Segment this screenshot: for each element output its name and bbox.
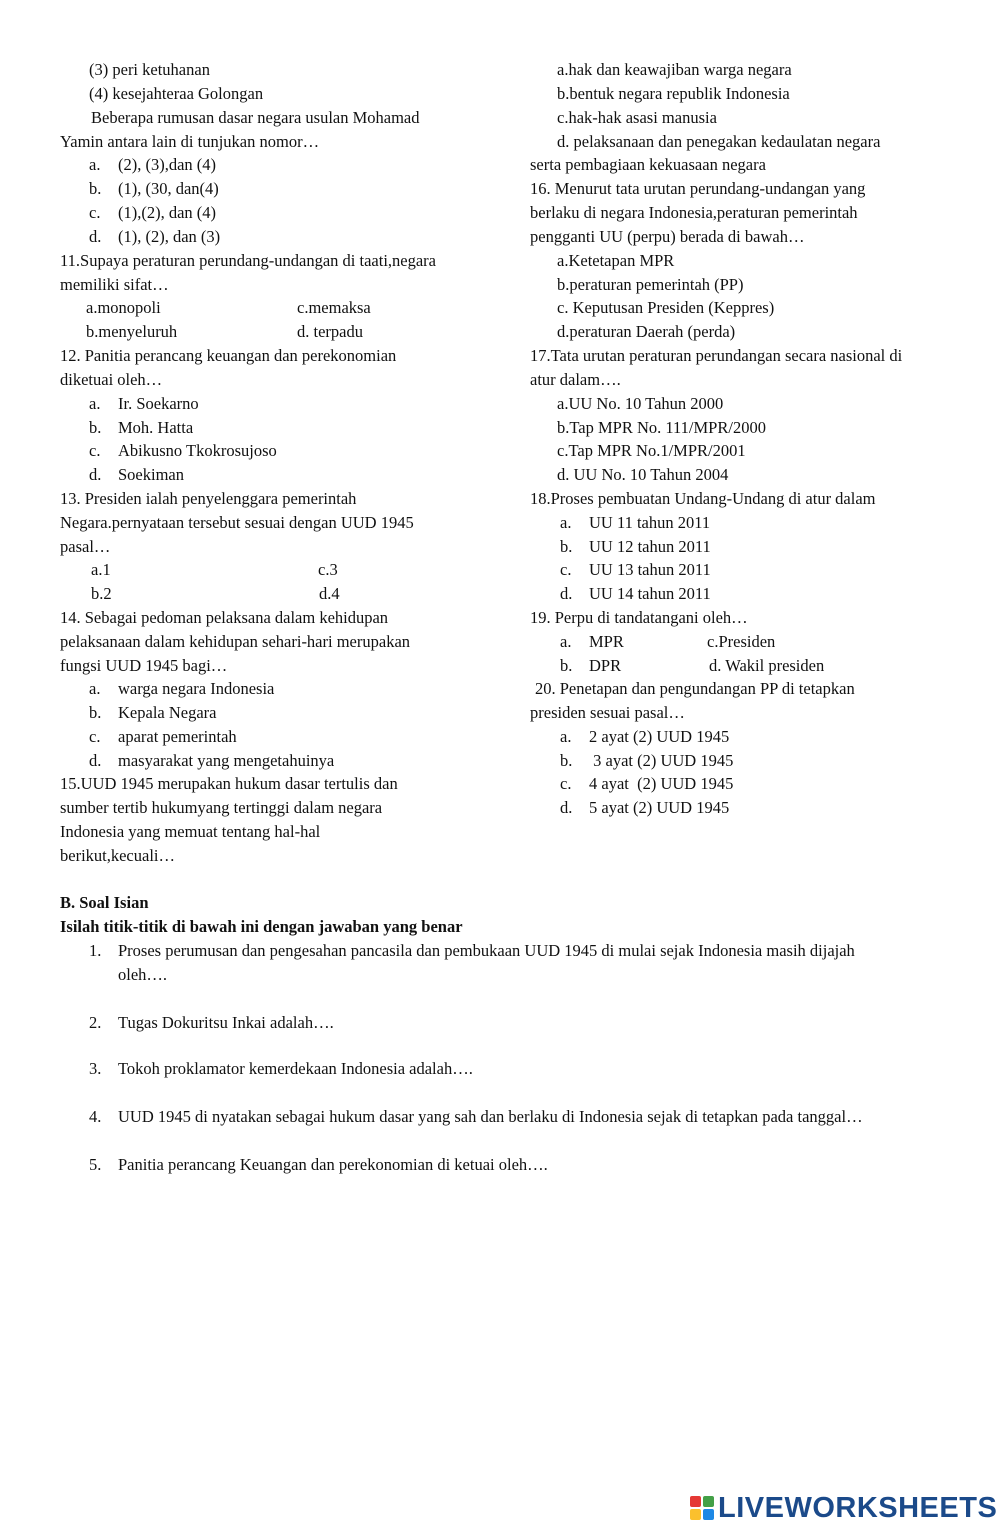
- q15-answer-d-line2: serta pembagiaan kekuasaan negara: [530, 155, 766, 174]
- q20-answer-c: 4 ayat (2) UUD 1945: [589, 774, 734, 793]
- q15-question-line3: Indonesia yang memuat tentang hal-hal: [60, 822, 321, 841]
- liveworksheets-logo-icon: [690, 1496, 714, 1520]
- fill-item-text-line2: oleh….: [118, 965, 168, 984]
- q19-b-letter: b.: [560, 656, 573, 675]
- logo-text: LIVEWORKSHEETS: [718, 1491, 998, 1524]
- q18-b-letter: b.: [560, 537, 573, 556]
- q15-answer-a: a.hak dan keawajiban warga negara: [557, 60, 792, 79]
- fill-item-text: UUD 1945 di nyatakan sebagai hukum dasar yang sah dan berlaku di Indonesia sejak di tetapkan pada tanggal…: [118, 1107, 863, 1126]
- q20-d-letter: d.: [560, 798, 573, 817]
- q16-answer-b: b.peraturan pemerintah (PP): [557, 275, 744, 294]
- q10-b-letter: b.: [89, 179, 102, 198]
- q18-answer-b: UU 12 tahun 2011: [589, 537, 711, 556]
- fill-item-number: 1.: [89, 941, 102, 960]
- q19-question: 19. Perpu di tandatangani oleh…: [530, 608, 748, 627]
- q14-answer-d: masyarakat yang mengetahuinya: [118, 751, 335, 770]
- q20-b-letter: b.: [560, 751, 573, 770]
- q10-option-3: (3) peri ketuhanan: [89, 60, 210, 79]
- q12-a-letter: a.: [89, 394, 101, 413]
- q12-answer-a: Ir. Soekarno: [118, 394, 199, 413]
- q15-question-line2: sumber tertib hukumyang tertinggi dalam negara: [60, 798, 383, 817]
- logo-square-red: [690, 1496, 701, 1507]
- q16-answer-c: c. Keputusan Presiden (Keppres): [557, 298, 775, 317]
- q16-answer-a: a.Ketetapan MPR: [557, 251, 675, 270]
- q15-answer-b: b.bentuk negara republik Indonesia: [557, 84, 790, 103]
- q14-answer-b: Kepala Negara: [118, 703, 217, 722]
- q18-answer-c: UU 13 tahun 2011: [589, 560, 711, 579]
- q19-answer-d: d. Wakil presiden: [709, 656, 825, 675]
- q10-question-line1: Beberapa rumusan dasar negara usulan Mohamad: [91, 108, 420, 127]
- q12-answer-b: Moh. Hatta: [118, 418, 194, 437]
- q16-question-line3: pengganti UU (perpu) berada di bawah…: [530, 227, 805, 246]
- q17-answer-b: b.Tap MPR No. 111/MPR/2000: [557, 418, 766, 437]
- q11-answer-c: c.memaksa: [297, 298, 371, 317]
- q14-b-letter: b.: [89, 703, 102, 722]
- q18-answer-d: UU 14 tahun 2011: [589, 584, 711, 603]
- q10-question-line2: Yamin antara lain di tunjukan nomor…: [60, 132, 320, 151]
- q20-answer-d: 5 ayat (2) UUD 1945: [589, 798, 730, 817]
- q14-c-letter: c.: [89, 727, 101, 746]
- q13-answer-b: b.2: [91, 584, 112, 603]
- q18-answer-a: UU 11 tahun 2011: [589, 513, 711, 532]
- fill-item-text: Proses perumusan dan pengesahan pancasila dan pembukaan UUD 1945 di mulai sejak Indonesia masih dijajah: [118, 941, 855, 960]
- q11-question-line1: 11.Supaya peraturan perundang-undangan di taati,negara: [60, 251, 436, 270]
- fill-item-number: 2.: [89, 1013, 102, 1032]
- q20-c-letter: c.: [560, 774, 572, 793]
- q14-d-letter: d.: [89, 751, 102, 770]
- q15-answer-c: c.hak-hak asasi manusia: [557, 108, 717, 127]
- logo-square-yellow: [690, 1509, 701, 1520]
- fill-item-number: 5.: [89, 1155, 102, 1174]
- q19-answer-a: MPR: [589, 632, 624, 651]
- q12-answer-d: Soekiman: [118, 465, 184, 484]
- liveworksheets-logo[interactable]: [690, 1490, 997, 1526]
- q14-a-letter: a.: [89, 679, 101, 698]
- q12-question-line2: diketuai oleh…: [60, 370, 163, 389]
- section-b-title: B. Soal Isian: [60, 893, 149, 912]
- q17-answer-a: a.UU No. 10 Tahun 2000: [557, 394, 724, 413]
- q17-question-line1: 17.Tata urutan peraturan perundangan secara nasional di: [530, 346, 903, 365]
- q14-question-line3: fungsi UUD 1945 bagi…: [60, 656, 228, 675]
- q11-answer-b: b.menyeluruh: [86, 322, 178, 341]
- q17-answer-c: c.Tap MPR No.1/MPR/2001: [557, 441, 746, 460]
- q20-answer-a: 2 ayat (2) UUD 1945: [589, 727, 730, 746]
- q10-answer-d: (1), (2), dan (3): [118, 227, 221, 246]
- q18-question: 18.Proses pembuatan Undang-Undang di atur dalam: [530, 489, 876, 508]
- q19-answer-c: c.Presiden: [707, 632, 776, 651]
- q13-question-line1: 13. Presiden ialah penyelenggara pemerintah: [60, 489, 357, 508]
- q10-c-letter: c.: [89, 203, 101, 222]
- q15-question-line1: 15.UUD 1945 merupakan hukum dasar tertulis dan: [60, 774, 398, 793]
- q20-a-letter: a.: [560, 727, 572, 746]
- q11-question-line2: memiliki sifat…: [60, 275, 169, 294]
- fill-item-text: Panitia perancang Keuangan dan perekonomian di ketuai oleh….: [118, 1155, 548, 1174]
- q13-answer-a: a.1: [91, 560, 111, 579]
- q19-a-letter: a.: [560, 632, 572, 651]
- q19-answer-b: DPR: [589, 656, 622, 675]
- q20-question-line2: presiden sesuai pasal…: [530, 703, 685, 722]
- q11-answer-a: a.monopoli: [86, 298, 161, 317]
- q13-question-line3: pasal…: [60, 537, 111, 556]
- q20-answer-b: 3 ayat (2) UUD 1945: [589, 751, 734, 770]
- fill-item-number: 4.: [89, 1107, 102, 1126]
- q17-question-line2: atur dalam….: [530, 370, 621, 389]
- fill-item-number: 3.: [89, 1059, 102, 1078]
- q15-question-line4: berikut,kecuali…: [60, 846, 176, 865]
- q18-a-letter: a.: [560, 513, 572, 532]
- logo-square-green: [703, 1496, 714, 1507]
- fill-item-text: Tokoh proklamator kemerdekaan Indonesia adalah….: [118, 1059, 473, 1078]
- q10-d-letter: d.: [89, 227, 102, 246]
- section-b-instruction: Isilah titik-titik di bawah ini dengan jawaban yang benar: [60, 917, 463, 936]
- q16-question-line2: berlaku di negara Indonesia,peraturan pemerintah: [530, 203, 858, 222]
- q14-answer-c: aparat pemerintah: [118, 727, 237, 746]
- q10-answer-c: (1),(2), dan (4): [118, 203, 217, 222]
- q10-option-4: (4) kesejahteraa Golongan: [89, 84, 264, 103]
- q14-question-line2: pelaksanaan dalam kehidupan sehari-hari merupakan: [60, 632, 411, 651]
- q12-c-letter: c.: [89, 441, 101, 460]
- q13-answer-c: c.3: [318, 560, 338, 579]
- q16-answer-d: d.peraturan Daerah (perda): [557, 322, 736, 341]
- q11-answer-d: d. terpadu: [297, 322, 363, 341]
- q10-a-letter: a.: [89, 155, 101, 174]
- q17-answer-d: d. UU No. 10 Tahun 2004: [557, 465, 729, 484]
- logo-square-blue: [703, 1509, 714, 1520]
- q10-answer-a: (2), (3),dan (4): [118, 155, 217, 174]
- q12-answer-c: Abikusno Tkokrosujoso: [118, 441, 277, 460]
- q12-d-letter: d.: [89, 465, 102, 484]
- q18-d-letter: d.: [560, 584, 573, 603]
- q14-question-line1: 14. Sebagai pedoman pelaksana dalam kehidupan: [60, 608, 389, 627]
- q15-answer-d-line1: d. pelaksanaan dan penegakan kedaulatan negara: [557, 132, 881, 151]
- fill-item-text: Tugas Dokuritsu Inkai adalah….: [118, 1013, 334, 1032]
- q20-question-line1: 20. Penetapan dan pengundangan PP di tetapkan: [535, 679, 855, 698]
- q13-answer-d: d.4: [319, 584, 340, 603]
- q14-answer-a: warga negara Indonesia: [118, 679, 275, 698]
- q12-question-line1: 12. Panitia perancang keuangan dan perekonomian: [60, 346, 397, 365]
- q18-c-letter: c.: [560, 560, 572, 579]
- q10-answer-b: (1), (30, dan(4): [118, 179, 219, 198]
- q13-question-line2: Negara.pernyataan tersebut sesuai dengan UUD 1945: [60, 513, 414, 532]
- q12-b-letter: b.: [89, 418, 102, 437]
- q16-question-line1: 16. Menurut tata urutan perundang-undangan yang: [530, 179, 866, 198]
